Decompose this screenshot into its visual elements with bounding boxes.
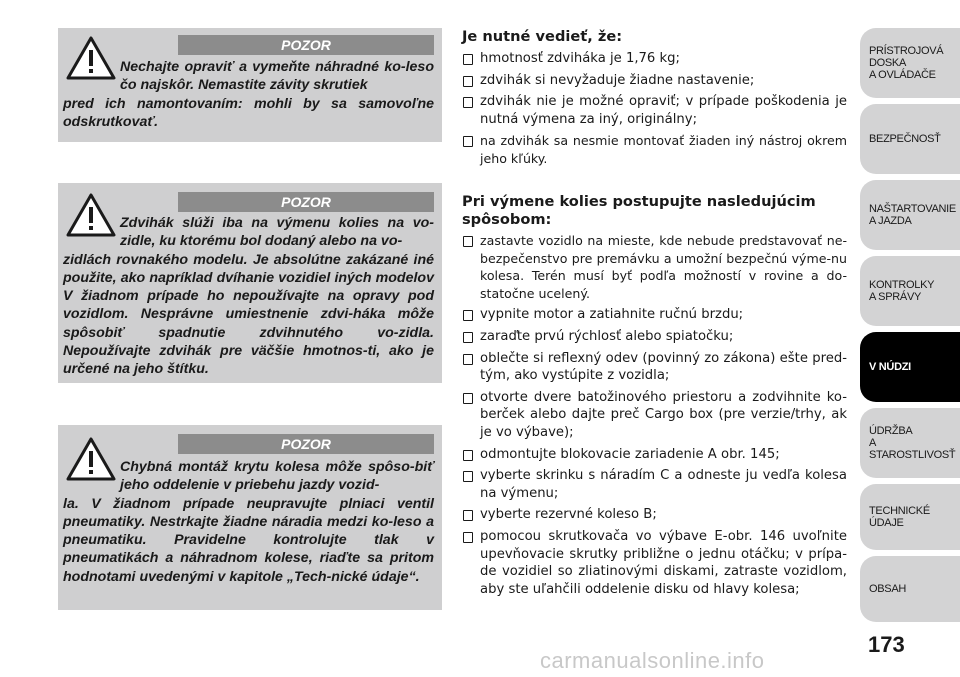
warning-text-rest: la. V žiadnom prípade neupravujte plniaci ventil pneumatiky. Nestrkajte žiadne náradia medzi ko-leso a pneumatiku. Pravidelne kontrolujte tlak v pneumatikách a náhradnom kolese, riaďte sa pritom hodnotami uvedenými v kapitole „Tech-nické údaje“. bbox=[63, 495, 434, 585]
warning-text bbox=[63, 458, 434, 586]
checklist bbox=[462, 232, 847, 598]
checkbox-icon bbox=[463, 310, 473, 321]
watermark: carmanualsonline.info bbox=[540, 648, 765, 673]
page-number: 173 bbox=[868, 632, 905, 657]
nav-tab-contents[interactable]: OBSAH bbox=[860, 556, 960, 622]
section-heading: Pri výmene kolies postupujte nasledujúcim spôsobom: bbox=[462, 193, 816, 228]
warning-header: POZOR bbox=[178, 434, 434, 454]
checkbox-icon bbox=[463, 471, 473, 482]
list-item: odmontujte blokovacie zariadenie A obr. 145; bbox=[462, 446, 847, 464]
warning-text bbox=[63, 214, 434, 379]
list-item: vyberte skrinku s náradím C a odneste ju vedľa kolesa na výmenu; bbox=[462, 467, 847, 502]
list-item: oblečte si reflexný odev (povinný zo zákona) ešte pred-tým, ako vystúpite z vozidla; bbox=[462, 350, 847, 385]
checkbox-icon bbox=[463, 236, 473, 247]
section-heading: Je nutné vedieť, že: bbox=[462, 28, 623, 45]
warning-text-lead: Zdvihák slúži iba na výmenu kolies na vo-zidle, ku ktorému bol dodaný alebo na vo- bbox=[120, 215, 434, 250]
nav-tab-starting-driving[interactable]: NAŠTARTOVANIE A JAZDA bbox=[860, 180, 960, 250]
warning-text-rest: zidlách rovnakého modelu. Je absolútne zakázané iné použite, ako napríklad dvíhanie vozidiel iných modelov V žiadnom prípade ho nepoužívajte na opravy pod vozidlom. Nesprávne umiestnenie zdvi-háka môže spôsobiť spadnutie zdvihnutého vo-zidla. Nepoužívajte zdvihák pre väčšie hmotnos-ti, ako je určené na jeho štítku. bbox=[63, 251, 434, 378]
warning-text-rest: pred ich namontovaním: mohli by sa samovoľne odskrutkovať. bbox=[63, 95, 434, 130]
section-jack-facts bbox=[462, 28, 847, 172]
list-item: pomocou skrutkovača vo výbave E-obr. 146 uvoľnite upevňovacie skrutky približne o jednu otáčku; v prípa-de vozidiel so zliatinovými diskami, zatraste vozidlom, aby ste uľahčili oddelenie disku od hlavy kolesa; bbox=[462, 528, 847, 598]
nav-tab-emergency[interactable]: V NÚDZI bbox=[860, 332, 960, 402]
checkbox-icon bbox=[463, 54, 473, 65]
warning-box-2 bbox=[58, 183, 442, 383]
list-item: zdvihák nie je možné opraviť; v prípade poškodenia je nutná výmena za iný, originálny; bbox=[462, 93, 847, 128]
list-item: zdvihák si nevyžaduje žiadne nastavenie; bbox=[462, 72, 847, 90]
nav-tab-maintenance[interactable]: ÚDRŽBA A STAROSTLIVOSŤ bbox=[860, 408, 960, 478]
checkbox-icon bbox=[463, 97, 473, 108]
warning-box-3 bbox=[58, 425, 442, 610]
checkbox-icon bbox=[463, 450, 473, 461]
warning-text-lead: Chybná montáž krytu kolesa môže spôso-biť jeho oddelenie v priebehu jazdy vozid- bbox=[120, 459, 434, 494]
nav-tab-technical-data[interactable]: TECHNICKÉ ÚDAJE bbox=[860, 484, 960, 550]
checkbox-icon bbox=[463, 354, 473, 365]
list-item: na zdvihák sa nesmie montovať žiaden iný nástroj okrem jeho kľúky. bbox=[462, 132, 847, 167]
checklist bbox=[462, 50, 847, 168]
checkbox-icon bbox=[463, 510, 473, 521]
warning-box-1 bbox=[58, 28, 442, 142]
list-item: zastavte vozidlo na mieste, kde nebude predstavovať ne-bezpečenstvo pre premávku a umožní bezpečnú výme-nu kolesa. Terén musí byť podľa možností v rovine a do-statočne ucelený. bbox=[462, 232, 847, 302]
checkbox-icon bbox=[463, 532, 473, 543]
warning-header: POZOR bbox=[178, 192, 434, 212]
list-item: zaraďte prvú rýchlosť alebo spiatočku; bbox=[462, 328, 847, 346]
nav-tab-instruments[interactable]: PRÍSTROJOVÁ DOSKA A OVLÁDAČE bbox=[860, 28, 960, 98]
warning-header: POZOR bbox=[178, 35, 434, 55]
list-item: otvorte dvere batožinového priestoru a zodvihnite ko-berček alebo dajte preč Cargo box (pre verzie/trhy, ak je vo výbave); bbox=[462, 389, 847, 442]
list-item: vyberte rezervné koleso B; bbox=[462, 506, 847, 524]
list-item: hmotnosť zdviháka je 1,76 kg; bbox=[462, 50, 847, 68]
checkbox-icon bbox=[463, 76, 473, 87]
checkbox-icon bbox=[463, 136, 473, 147]
section-wheel-change bbox=[462, 193, 847, 602]
nav-tab-safety[interactable]: BEZPEČNOSŤ bbox=[860, 104, 960, 174]
checkbox-icon bbox=[463, 332, 473, 343]
warning-text bbox=[63, 58, 434, 131]
warning-text-lead: Nechajte opraviť a vymeňte náhradné ko-leso čo najskôr. Nemastite závity skrutiek bbox=[120, 59, 434, 94]
checkbox-icon bbox=[463, 393, 473, 404]
nav-tab-warnings-messages[interactable]: KONTROLKY A SPRÁVY bbox=[860, 256, 960, 326]
list-item: vypnite motor a zatiahnite ručnú brzdu; bbox=[462, 306, 847, 324]
